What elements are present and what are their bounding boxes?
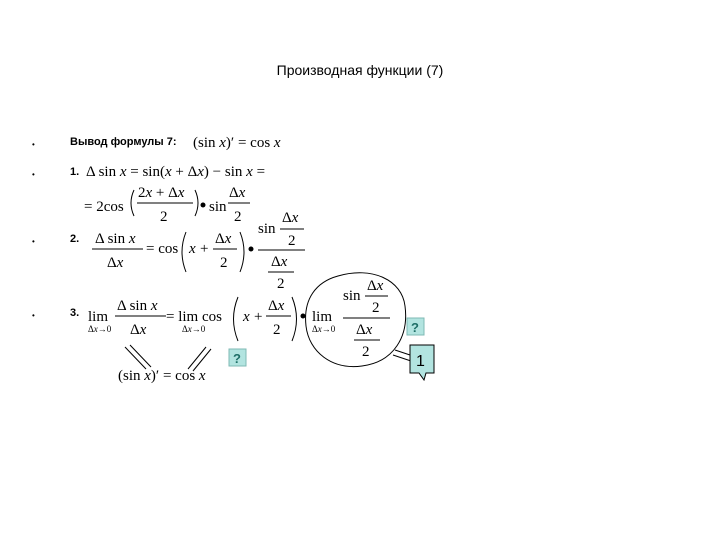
svg-text:Δ sin x: Δ sin x [95, 231, 136, 247]
answer-bubble [410, 345, 434, 380]
svg-text:sin: sin [343, 288, 361, 304]
formula-step2 [92, 210, 305, 292]
svg-text:2: 2 [160, 209, 168, 225]
svg-text:= lim cos: = lim cos [166, 309, 222, 325]
svg-text:+: + [254, 309, 263, 325]
svg-text:Δx: Δx [130, 322, 147, 338]
answer-value: 1 [416, 353, 425, 370]
svg-text:Δx: Δx [282, 210, 299, 226]
svg-text:= 2cos: = 2cos [84, 199, 124, 215]
svg-text:sin: sin [209, 199, 227, 215]
item-label-step-1: 1. [70, 166, 80, 178]
bullet-2: • [32, 170, 35, 179]
svg-text:Δx→0: Δx→0 [312, 324, 336, 334]
svg-text:Δx: Δx [229, 185, 246, 201]
bullet-1: • [32, 140, 35, 149]
svg-text:Δx: Δx [356, 322, 373, 338]
svg-text:Δx: Δx [268, 298, 285, 314]
svg-text:2: 2 [372, 300, 380, 316]
svg-text:Δx: Δx [367, 278, 384, 294]
item-label-derivation: Вывод формулы 7: [70, 136, 177, 148]
svg-text:lim: lim [88, 309, 109, 325]
svg-text:2: 2 [362, 344, 370, 360]
svg-text:2: 2 [277, 276, 285, 292]
svg-text:(sin x)′ = cos x: (sin x)′ = cos x [118, 368, 206, 384]
svg-text:Δ sin x = sin(x + Δx) − sin x: Δ sin x = sin(x + Δx) − sin x = [86, 164, 266, 180]
item-label-step-2: 2. [70, 233, 80, 245]
question-box-right [407, 318, 424, 335]
connector-lines-left [125, 345, 151, 369]
question-box-left [229, 349, 246, 366]
slide-title: Производная функции (7) [276, 62, 444, 78]
svg-text:lim: lim [312, 309, 333, 325]
question-mark-left: ? [233, 351, 241, 366]
svg-text:2x + Δx: 2x + Δx [138, 185, 185, 201]
bullet-3: • [32, 237, 35, 246]
svg-text:Δx→0: Δx→0 [182, 324, 206, 334]
formula-result [118, 368, 206, 384]
svg-text:2: 2 [288, 233, 296, 249]
svg-text:Δx: Δx [271, 254, 288, 270]
svg-text:2: 2 [273, 322, 281, 338]
svg-text:Δx: Δx [107, 255, 124, 271]
item-label-step-3: 3. [70, 307, 80, 319]
question-mark-right: ? [411, 320, 419, 335]
svg-text:Δ sin x: Δ sin x [117, 298, 158, 314]
svg-text:Δx→0: Δx→0 [88, 324, 112, 334]
svg-text:x: x [189, 241, 196, 257]
formula-step1-line1 [86, 164, 265, 180]
formula-step3 [88, 278, 390, 360]
svg-text:2: 2 [234, 209, 242, 225]
svg-text:= cos: = cos [146, 241, 179, 257]
svg-text:(sin x)′ = cos x: (sin x)′ = cos x [193, 135, 281, 151]
svg-text:sin: sin [258, 221, 276, 237]
formula-step1-line2 [84, 185, 250, 225]
svg-text:2: 2 [220, 255, 228, 271]
svg-text:Δx: Δx [215, 231, 232, 247]
bullet-4: • [32, 311, 35, 320]
formula-derivative [193, 135, 281, 151]
svg-text:+: + [200, 241, 209, 257]
svg-text:x: x [243, 309, 250, 325]
